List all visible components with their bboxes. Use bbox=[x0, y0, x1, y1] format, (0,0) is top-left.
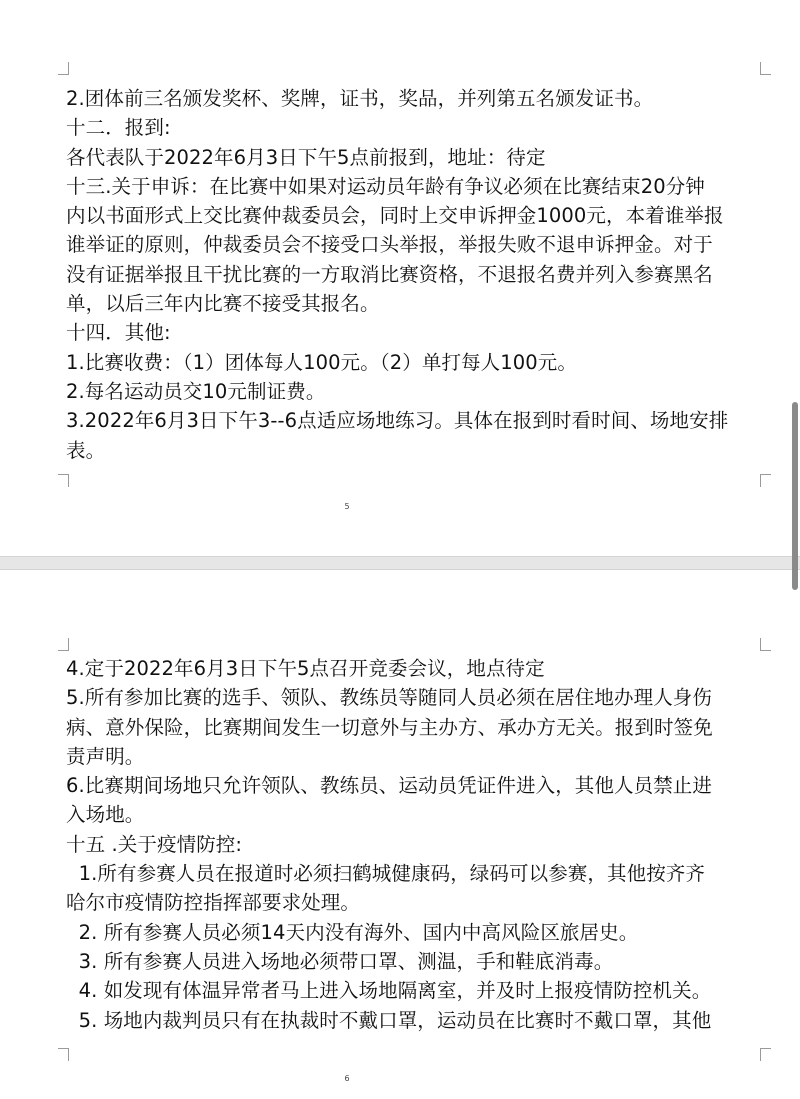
text-line: 责声明。 bbox=[66, 744, 145, 768]
text-line: 谁举证的原则，仲裁委员会不接受口头举报，举报失败不退申诉押金。对于 bbox=[66, 233, 713, 257]
section-heading: 十四．其他: bbox=[66, 321, 171, 345]
text-line: 内以书面形式上交比赛仲裁委员会，同时上交申诉押金1000元，本着谁举报 bbox=[66, 204, 724, 228]
text-line: 5.所有参加比赛的选手、领队、教练员等随同人员必须在居住地办理人身伤 bbox=[66, 686, 713, 710]
text-line: 哈尔市疫情防控指挥部要求处理。 bbox=[66, 891, 361, 915]
text-line: 2. 所有参赛人员必须14天内没有海外、国内中高风险区旅居史。 bbox=[66, 920, 639, 944]
crop-mark bbox=[760, 474, 771, 487]
page-number: 5 bbox=[344, 502, 350, 511]
page-6-body bbox=[66, 654, 766, 1035]
page-number: 6 bbox=[344, 1074, 350, 1083]
crop-mark bbox=[58, 62, 69, 75]
text-line: 3.2022年6月3日下午3--6点适应场地练习。具体在报到时看时间、场地安排 bbox=[66, 409, 729, 433]
page-5-body bbox=[66, 84, 766, 465]
text-line: 2.团体前三名颁发奖杯、奖牌，证书，奖品，并列第五名颁发证书。 bbox=[66, 87, 654, 110]
section-heading: 十五 .关于疫情防控: bbox=[66, 832, 243, 856]
crop-mark bbox=[760, 1048, 771, 1061]
text-line: 单，以后三年内比赛不接受其报名。 bbox=[66, 292, 380, 316]
document-page-6 bbox=[0, 570, 800, 1099]
text-line: 十三.关于申诉：在比赛中如果对运动员年龄有争议必须在比赛结束20分钟 bbox=[66, 174, 705, 198]
section-heading: 十二．报到: bbox=[66, 116, 171, 140]
text-line: 1.所有参赛人员在报道时必须扫鹤城健康码，绿码可以参赛，其他按齐齐 bbox=[66, 862, 706, 886]
text-line: 6.比赛期间场地只允许领队、教练员、运动员凭证件进入，其他人员禁止进 bbox=[66, 774, 713, 798]
text-line: 病、意外保险，比赛期间发生一切意外与主办方、承办方无关。报到时签免 bbox=[66, 715, 713, 739]
text-line: 4.定于2022年6月3日下午5点召开竞委会议，地点待定 bbox=[66, 657, 545, 680]
text-line: 5. 场地内裁判员只有在执裁时不戴口罩，运动员在比赛时不戴口罩，其他 bbox=[66, 1008, 712, 1032]
page-separator bbox=[0, 556, 800, 570]
text-line: 表。 bbox=[66, 438, 106, 462]
crop-mark bbox=[760, 638, 771, 651]
text-line: 3. 所有参赛人员进入场地必须带口罩、测温，手和鞋底消毒。 bbox=[66, 949, 614, 973]
crop-mark bbox=[58, 1048, 69, 1061]
text-line: 1.比赛收费：（1）团体每人100元。（2）单打每人100元。 bbox=[66, 350, 577, 374]
crop-mark bbox=[760, 62, 771, 75]
crop-mark bbox=[58, 638, 69, 651]
text-line: 入场地。 bbox=[66, 803, 145, 827]
vertical-scrollbar[interactable] bbox=[792, 402, 798, 590]
text-line: 各代表队于2022年6月3日下午5点前报到，地址：待定 bbox=[66, 145, 546, 169]
text-line: 2.每名运动员交10元制证费。 bbox=[66, 379, 326, 403]
text-line: 没有证据举报且干扰比赛的一方取消比赛资格，不退报名费并列入参赛黑名 bbox=[66, 262, 713, 286]
crop-mark bbox=[58, 474, 69, 487]
text-line: 4. 如发现有体温异常者马上进入场地隔离室，并及时上报疫情防控机关。 bbox=[66, 979, 712, 1003]
